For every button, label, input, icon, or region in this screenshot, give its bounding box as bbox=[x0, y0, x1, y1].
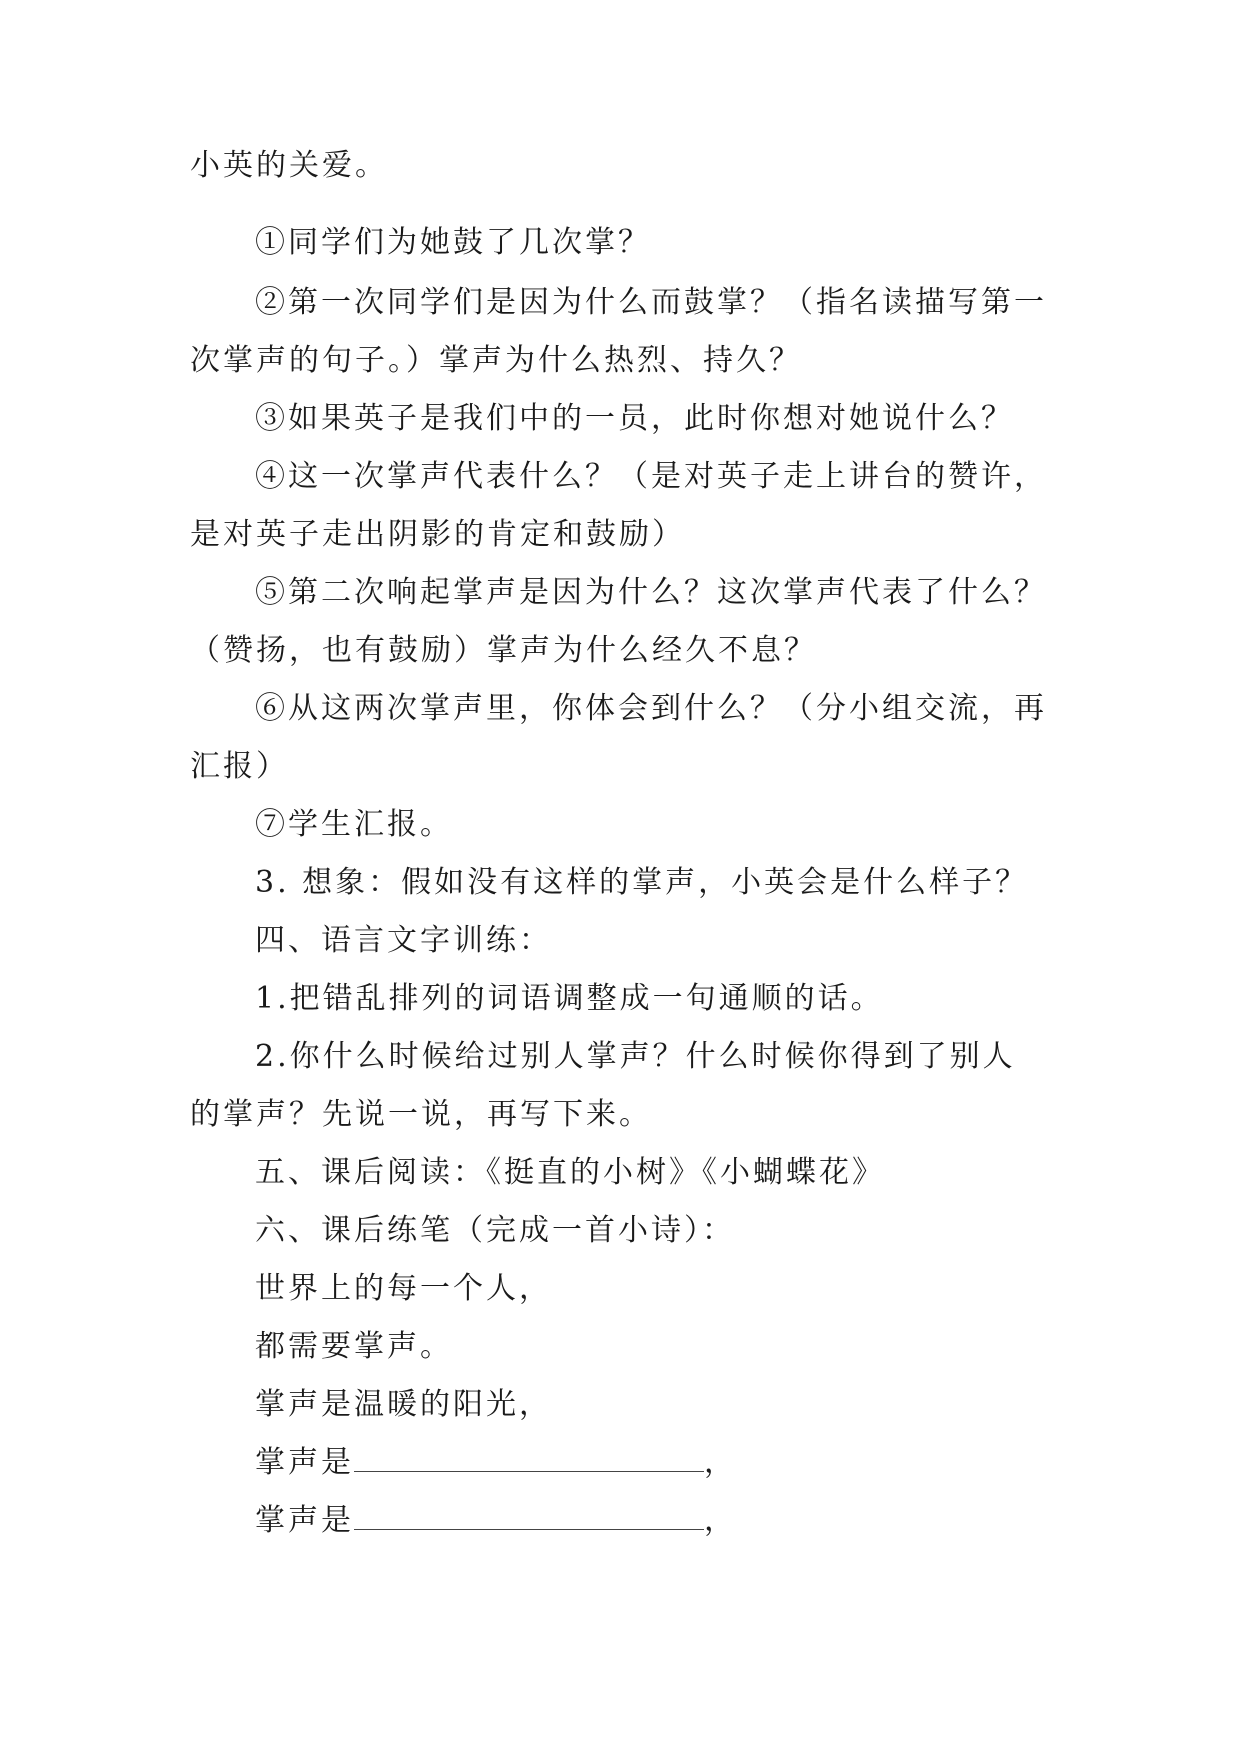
text-line: ⑥从这两次掌声里，你体会到什么？（分小组交流，再 bbox=[255, 691, 1047, 726]
text-line: 1.把错乱排列的词语调整成一句通顺的话。 bbox=[255, 981, 884, 1016]
text-line: 的掌声？先说一说，再写下来。 bbox=[190, 1097, 652, 1132]
text-line: ②第一次同学们是因为什么而鼓掌？（指名读描写第一 bbox=[255, 285, 1047, 320]
fill-in-line bbox=[255, 1501, 737, 1541]
text-line: 五、课后阅读：《挺直的小树》《小蝴蝶花》 bbox=[255, 1155, 885, 1190]
fill-prefix: 掌声是 bbox=[255, 1503, 354, 1538]
fill-suffix: ， bbox=[704, 1445, 737, 1480]
text-line: 小英的关爱。 bbox=[190, 148, 388, 183]
text-line: 是对英子走出阴影的肯定和鼓励） bbox=[190, 517, 685, 552]
text-line: 掌声是温暖的阳光， bbox=[255, 1387, 552, 1422]
text-line: ⑤第二次响起掌声是因为什么？这次掌声代表了什么？ bbox=[255, 575, 1047, 610]
text-line: 次掌声的句子。）掌声为什么热烈、持久？ bbox=[190, 343, 802, 378]
fill-prefix: 掌声是 bbox=[255, 1445, 354, 1480]
text-line: ①同学们为她鼓了几次掌？ bbox=[255, 225, 651, 260]
text-line: 六、课后练笔（完成一首小诗）： bbox=[255, 1213, 735, 1248]
fill-suffix: ， bbox=[704, 1503, 737, 1538]
text-line: ③如果英子是我们中的一员，此时你想对她说什么？ bbox=[255, 401, 1014, 436]
text-line: 3. 想象：假如没有这样的掌声，小英会是什么样子？ bbox=[255, 865, 1029, 900]
text-line: ④这一次掌声代表什么？（是对英子走上讲台的赞许， bbox=[255, 459, 1047, 494]
text-line: 世界上的每一个人， bbox=[255, 1271, 552, 1306]
text-line: ⑦学生汇报。 bbox=[255, 807, 453, 842]
text-line: 都需要掌声。 bbox=[255, 1329, 453, 1364]
text-line: 四、语言文字训练： bbox=[255, 923, 552, 958]
text-line: 2.你什么时候给过别人掌声？什么时候你得到了别人 bbox=[255, 1039, 1016, 1074]
fill-in-line bbox=[255, 1443, 737, 1483]
fill-blank bbox=[354, 1503, 704, 1530]
text-line: 汇报） bbox=[190, 749, 289, 784]
text-line: （赞扬，也有鼓励）掌声为什么经久不息？ bbox=[190, 633, 817, 668]
fill-blank bbox=[354, 1445, 704, 1472]
